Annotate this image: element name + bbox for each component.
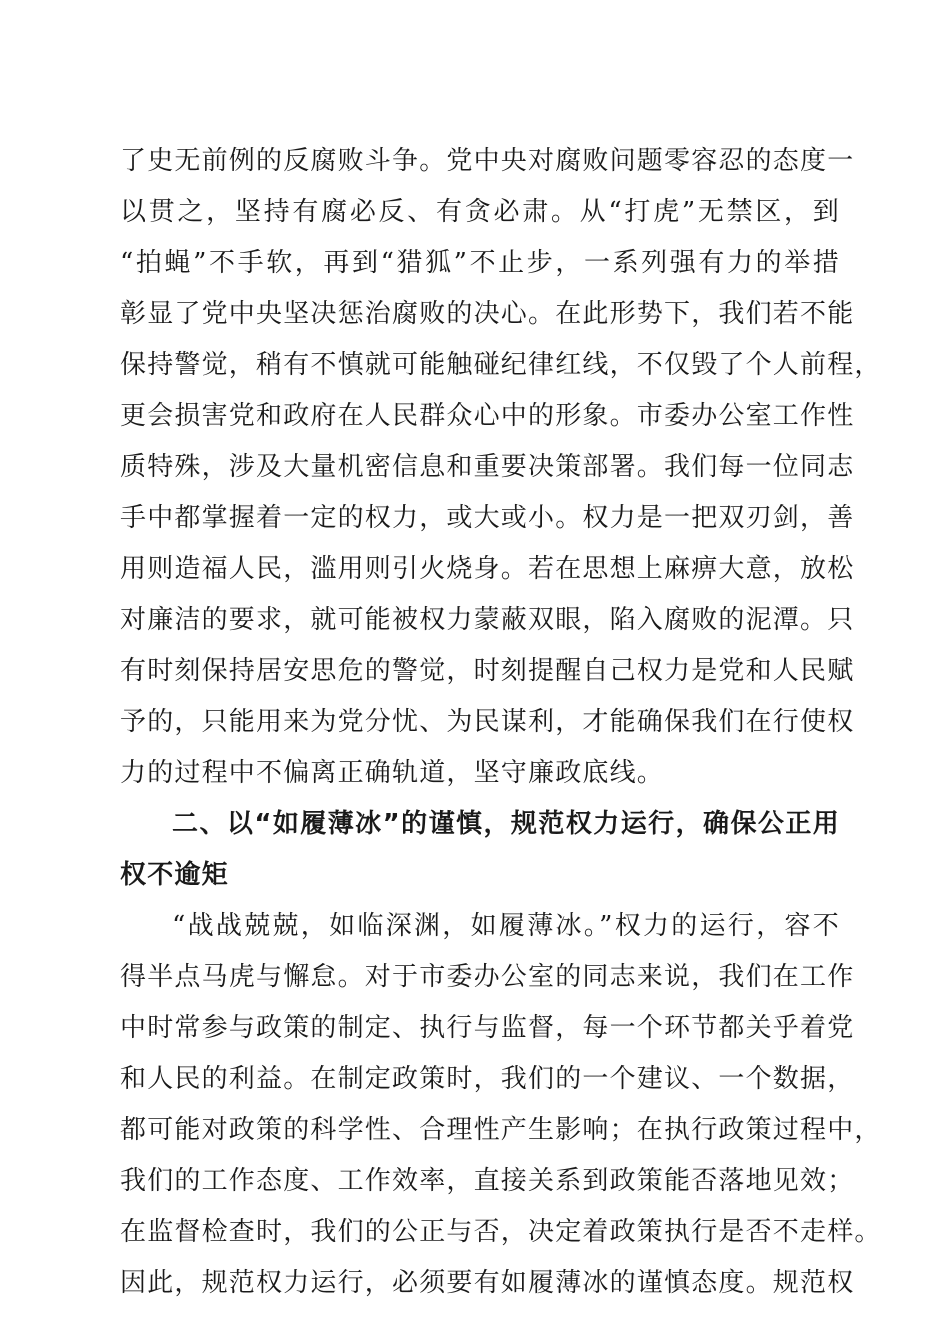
paragraph-line: 力的过程中不偏离正确轨道，坚守廉政底线。 [120, 758, 665, 788]
paragraph-line: 和人民的利益。在制定政策时，我们的一个建议、一个数据， [120, 1064, 855, 1094]
paragraph-line: 以贯之，坚持有腐必反、有贪必肃。从“打虎”无禁区，到 [120, 197, 840, 227]
paragraph-line: 更会损害党和政府在人民群众心中的形象。市委办公室工作性 [120, 401, 855, 431]
paragraph-line: 在监督检查时，我们的公正与否，决定着政策执行是否不走样。 [120, 1217, 882, 1247]
paragraph-line: 用则造福人民，滥用则引火烧身。若在思想上麻痹大意，放松 [120, 554, 855, 584]
paragraph-line: “战战兢兢，如临深渊，如履薄冰。”权力的运行，容不 [172, 911, 840, 941]
paragraph-line: 中时常参与政策的制定、执行与监督，每一个环节都关乎着党 [120, 1013, 855, 1043]
paragraph-line: 对廉洁的要求，就可能被权力蒙蔽双眼，陷入腐败的泥潭。只 [120, 605, 855, 635]
paragraph-line: 有时刻保持居安思危的警觉，时刻提醒自己权力是党和人民赋 [120, 656, 855, 686]
paragraph-line: “拍蝇”不手软，再到“猎狐”不止步，一系列强有力的举措 [120, 248, 840, 278]
paragraph-line: 了史无前例的反腐败斗争。党中央对腐败问题零容忍的态度一 [120, 146, 855, 176]
paragraph-line: 质特殊，涉及大量机密信息和重要决策部署。我们每一位同志 [120, 452, 855, 482]
paragraph-line: 予的，只能用来为党分忧、为民谋利，才能确保我们在行使权 [120, 707, 855, 737]
paragraph-line: 都可能对政策的科学性、合理性产生影响；在执行政策过程中， [120, 1115, 882, 1145]
paragraph-line: 保持警觉，稍有不慎就可能触碰纪律红线，不仅毁了个人前程， [120, 350, 882, 380]
paragraph-line: 得半点马虎与懈怠。对于市委办公室的同志来说，我们在工作 [120, 962, 855, 992]
section-heading: 二、以“如履薄冰”的谨慎，规范权力运行，确保公正用 [172, 809, 840, 839]
paragraph-line: 手中都掌握着一定的权力，或大或小。权力是一把双刃剑，善 [120, 503, 855, 533]
section-heading: 权不逾矩 [120, 860, 229, 890]
paragraph-line: 因此，规范权力运行，必须要有如履薄冰的谨慎态度。规范权 [120, 1268, 855, 1298]
paragraph-line: 彰显了党中央坚决惩治腐败的决心。在此形势下，我们若不能 [120, 299, 855, 329]
paragraph-line: 我们的工作态度、工作效率，直接关系到政策能否落地见效； [120, 1166, 855, 1196]
